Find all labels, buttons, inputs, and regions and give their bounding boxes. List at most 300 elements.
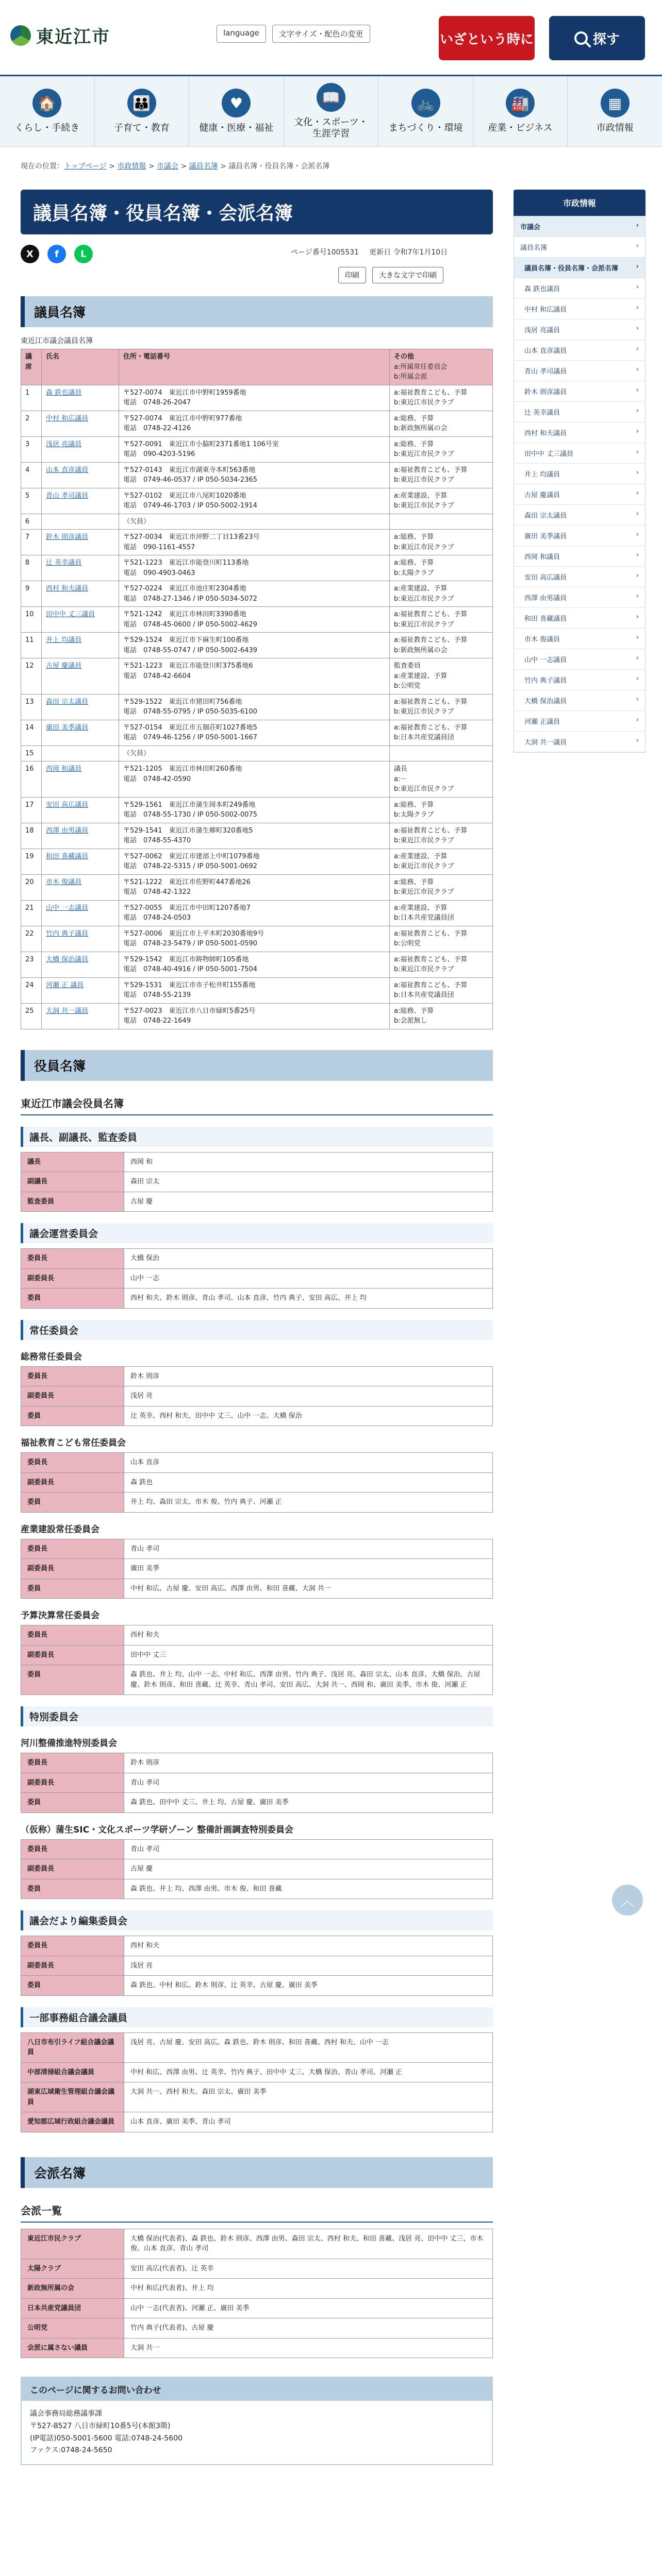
officer-group-title: 一部事務組合議会議員: [21, 2007, 493, 2027]
role-cell: 八日市布引ライフ組合議会議員: [21, 2032, 124, 2062]
table-row: [21, 1579, 493, 1599]
members-cell: 青山 孝司: [124, 1839, 493, 1859]
faction-name: 新政無所属の会: [21, 2279, 124, 2299]
members-cell: 西岡 和: [124, 1152, 493, 1172]
chevron-right-icon: ›: [636, 263, 639, 270]
members-cell: 森 鉄也、井上 均、西澤 由男、市木 俊、和田 喜藏: [124, 1879, 493, 1899]
name-cell: [42, 488, 119, 514]
member-link[interactable]: 西岡 和議員: [46, 765, 82, 773]
col-seat: 議席: [21, 349, 42, 385]
role-cell: 委員長: [21, 1366, 124, 1386]
chevron-right-icon: ›: [636, 428, 639, 435]
name-cell: [42, 694, 119, 720]
table-row: [21, 436, 493, 462]
chevron-right-icon: ›: [636, 469, 639, 477]
back-to-top-button[interactable]: [612, 1885, 643, 1916]
breadcrumb-link[interactable]: トップページ: [64, 162, 107, 171]
members-cell: 山本 直彦、廣田 美季、青山 孝司: [124, 2112, 493, 2132]
search-button[interactable]: [549, 16, 645, 60]
officers-heading: 役員名簿: [21, 1050, 493, 1081]
members-heading: 議員名簿: [21, 296, 493, 327]
gnav-item-1[interactable]: [95, 76, 190, 146]
sidebar-item-20[interactable]: [514, 629, 645, 649]
table-row: [21, 2229, 493, 2259]
breadcrumb-link[interactable]: 議員名簿: [189, 162, 218, 171]
faction-members: 大洞 共一: [124, 2338, 493, 2358]
member-link[interactable]: 安田 高広議員: [46, 801, 89, 809]
members-cell: 中村 和広、古屋 慶、安田 高広、西澤 由男、和田 喜藏、大洞 共一: [124, 1579, 493, 1599]
gnav-label: 子育て・教育: [113, 123, 170, 134]
role-cell: 委員長: [21, 1753, 124, 1773]
seat-cell: 6: [21, 514, 42, 530]
large-print-button[interactable]: 大きな文字で印刷: [372, 267, 443, 283]
seat-cell: 4: [21, 462, 42, 488]
other-cell: a:福祉教育こども、予算 b:東近江市民クラブ: [390, 385, 493, 411]
gnav-item-3[interactable]: [284, 76, 379, 146]
other-cell: a:総務、予算 b:新政無所属の会: [390, 411, 493, 436]
sidebar-item-label: 大洞 共一議員: [524, 739, 567, 747]
sidebar-item-4[interactable]: [514, 299, 645, 319]
gnav-item-4[interactable]: [378, 76, 473, 146]
breadcrumb: [21, 161, 329, 171]
seat-cell: 22: [21, 926, 42, 952]
breadcrumb-separator: >: [178, 162, 189, 171]
other-cell: [390, 745, 493, 761]
chevron-right-icon: ›: [636, 345, 639, 353]
table-row: [21, 1645, 493, 1665]
role-cell: 委員長: [21, 1539, 124, 1559]
col-address: 住所・電話番号: [119, 349, 390, 385]
table-row: [21, 2082, 493, 2112]
chevron-right-icon: ›: [636, 531, 639, 538]
site-name: 東近江市: [36, 27, 110, 47]
chevron-right-icon: ›: [636, 572, 639, 580]
members-cell: 大洞 共一、西村 和夫、森田 宗太、廣田 美季: [124, 2082, 493, 2112]
language-button[interactable]: language: [217, 25, 266, 43]
name-cell: [42, 1003, 119, 1029]
sidebar-item-11[interactable]: [514, 443, 645, 464]
gnav-icon: 🏠: [32, 89, 61, 117]
officer-group-title: 議会だより編集委員会: [21, 1910, 493, 1930]
officer-table: [21, 1625, 493, 1695]
sidebar-item-9[interactable]: [514, 402, 645, 422]
officer-group-title: 特別委員会: [21, 1706, 493, 1726]
page-id: ページ番号1005531: [291, 248, 359, 257]
committee-title: （仮称）蒲生SIC・文化スポーツ学研ゾーン 整備計画調査特別委員会: [21, 1824, 293, 1835]
breadcrumb-separator: >: [218, 162, 229, 171]
name-cell: [42, 633, 119, 658]
table-row: [21, 555, 493, 581]
table-row: [21, 488, 493, 514]
table-row: [21, 2318, 493, 2338]
sidebar-item-22[interactable]: [514, 670, 645, 690]
table-row: [21, 926, 493, 952]
table-row: [21, 1625, 493, 1646]
member-link[interactable]: 田中中 丈三議員: [46, 611, 95, 618]
table-row: [21, 530, 493, 555]
chevron-right-icon: ›: [636, 634, 639, 641]
sidebar-item-10[interactable]: [514, 422, 645, 443]
table-row: [21, 823, 493, 849]
seat-cell: 20: [21, 874, 42, 900]
name-cell: [42, 530, 119, 555]
gnav-item-0[interactable]: [0, 76, 95, 146]
table-row: [21, 745, 493, 761]
chevron-right-icon: ›: [636, 222, 639, 229]
role-cell: 副委員長: [21, 1956, 124, 1976]
committee-title: 河川整備推進特別委員会: [21, 1738, 117, 1749]
sidebar-item-label: 青山 孝司議員: [524, 368, 567, 376]
table-row: [21, 849, 493, 874]
sidebar-item-18[interactable]: [514, 587, 645, 608]
line-share-icon[interactable]: L: [74, 245, 93, 263]
gnav-icon: 🏭: [506, 89, 535, 117]
name-cell: [42, 952, 119, 977]
member-link[interactable]: 青山 孝司議員: [46, 492, 89, 500]
sidebar-item-16[interactable]: [514, 546, 645, 567]
chevron-right-icon: ›: [636, 283, 639, 291]
faction-name: 公明党: [21, 2318, 124, 2338]
chevron-right-icon: ›: [636, 716, 639, 724]
seat-cell: 17: [21, 797, 42, 823]
role-cell: 委員長: [21, 1625, 124, 1646]
other-cell: a:総務、予算 b:会派無し: [390, 1003, 493, 1029]
table-row: [21, 720, 493, 745]
gnav-label: 健康・医療・福祉: [199, 123, 274, 134]
chevron-right-icon: ›: [636, 366, 639, 374]
sidebar-item-label: 浅居 亮議員: [524, 327, 560, 334]
sidebar-item-label: 田中中 丈三議員: [524, 450, 574, 458]
member-link[interactable]: 森田 宗太議員: [46, 698, 89, 706]
table-row: [21, 2112, 493, 2132]
other-cell: a:福祉教育こども、予算 b:東近江市民クラブ: [390, 952, 493, 977]
sidebar-item-1[interactable]: [514, 237, 645, 258]
sidebar-item-8[interactable]: [514, 381, 645, 402]
site-header: [0, 0, 662, 72]
address-cell: 〒529-1542 東近江市鋳物師町105番地 電話 0748-40-4916 / IP 050-5001-7504: [119, 952, 390, 977]
role-cell: 副委員長: [21, 1645, 124, 1665]
table-row: [21, 2032, 493, 2062]
sidebar-item-label: 和田 喜藏議員: [524, 615, 567, 623]
chevron-right-icon: ›: [636, 325, 639, 332]
member-link[interactable]: 浅居 亮議員: [46, 440, 82, 448]
chevron-right-icon: ›: [636, 242, 639, 250]
committee-title: 福祉教育こども常任委員会: [21, 1438, 126, 1448]
role-cell: 委員長: [21, 1453, 124, 1473]
gnav-label: 産業・ビジネス: [488, 123, 553, 134]
other-cell: 議長 a:－ b:東近江市民クラブ: [390, 761, 493, 798]
members-cell: 西村 和夫: [124, 1625, 493, 1646]
other-cell: a:福祉教育こども、予算 b:日本共産党議員団: [390, 720, 493, 745]
name-cell: [42, 385, 119, 411]
faction-name: 会派に属さない議員: [21, 2338, 124, 2358]
member-link[interactable]: 古屋 慶議員: [46, 662, 82, 670]
member-link[interactable]: 大橋 保治議員: [46, 955, 89, 963]
other-cell: [390, 514, 493, 530]
table-row: [21, 952, 493, 977]
table-row: [21, 1559, 493, 1579]
table-row: [21, 1268, 493, 1289]
address-cell: （欠員）: [119, 514, 390, 530]
member-link[interactable]: 竹内 典子議員: [46, 929, 89, 938]
other-cell: a:福祉教育こども、予算 b:新政無所属の会: [390, 633, 493, 658]
table-row: [21, 633, 493, 658]
role-cell: 委員: [21, 1879, 124, 1899]
breadcrumb-prefix: 現在の位置：: [21, 162, 64, 171]
sidebar-item-label: 議員名簿: [520, 244, 548, 252]
name-cell: [42, 514, 119, 530]
table-row: [21, 2338, 493, 2358]
members-cell: 森 鉄也、田中中 丈三、井上 均、古屋 慶、廣田 美季: [124, 1793, 493, 1813]
contact-title: このページに関するお問い合わせ: [22, 2378, 492, 2401]
name-cell: [42, 658, 119, 694]
other-cell: a:福祉教育こども、予算 b:東近江市民クラブ: [390, 694, 493, 720]
chevron-right-icon: ›: [636, 448, 639, 456]
table-row: [21, 2062, 493, 2082]
breadcrumb-separator: >: [146, 162, 157, 171]
name-cell: [42, 581, 119, 607]
sidebar-item-label: 鈴木 則彦議員: [524, 388, 567, 396]
faction-members: 大橋 保治(代表者)、森 鉄也、鈴木 則彦、西澤 由男、森田 宗太、西村 和夫、和田 喜藏、浅居 亮、田中中 丈三、市木 俊、山本 直彦、青山 孝司: [124, 2229, 493, 2259]
address-cell: 〒521-1223 東近江市能登川町113番地 電話 090-4903-0463: [119, 555, 390, 581]
seat-cell: 16: [21, 761, 42, 798]
name-cell: [42, 462, 119, 488]
table-row: [21, 1289, 493, 1309]
table-row: [21, 1472, 493, 1493]
seat-cell: 1: [21, 385, 42, 411]
member-link[interactable]: 大洞 共一議員: [46, 1007, 89, 1015]
seat-cell: 19: [21, 849, 42, 874]
breadcrumb-link[interactable]: 市議会: [157, 162, 179, 171]
emergency-button[interactable]: いざという時に: [439, 16, 535, 60]
table-row: [21, 1366, 493, 1386]
seat-cell: 14: [21, 720, 42, 745]
member-link[interactable]: 井上 均議員: [46, 636, 82, 644]
member-link[interactable]: 中村 和広議員: [46, 414, 89, 422]
name-cell: [42, 900, 119, 926]
sidebar-item-7[interactable]: [514, 361, 645, 381]
sidebar-item-21[interactable]: [514, 649, 645, 670]
sidebar-item-2[interactable]: [514, 258, 645, 278]
table-row: [21, 977, 493, 1003]
member-link[interactable]: 和田 喜藏議員: [46, 852, 89, 860]
other-cell: a:福祉教育こども、予算 b:日本共産党議員団: [390, 977, 493, 1003]
page-title: 議員名簿・役員名簿・会派名簿: [21, 190, 493, 234]
member-link[interactable]: 森 鉄也議員: [46, 388, 82, 397]
gnav-label: 文化・スポーツ・ 生涯学習: [294, 117, 368, 139]
officer-table: [21, 1753, 493, 1813]
seat-cell: 12: [21, 658, 42, 694]
sidebar-item-23[interactable]: [514, 690, 645, 711]
table-row: [21, 1936, 493, 1956]
chevron-right-icon: ›: [636, 304, 639, 312]
address-cell: 〒529-1522 東近江市猪田町756番地 電話 0748-55-0795 / IP 050-5035-6100: [119, 694, 390, 720]
address-cell: 〒527-0062 東近江市建部上中町1079番地 電話 0748-22-5315 / IP 050-5001-0692: [119, 849, 390, 874]
seat-cell: 5: [21, 488, 42, 514]
site-logo[interactable]: [10, 23, 110, 48]
member-link[interactable]: 廣田 美季議員: [46, 723, 89, 732]
breadcrumb-separator: >: [106, 162, 118, 171]
address-cell: 〒529-1524 東近江市下麻生町100番地 電話 0748-55-0747 / IP 050-5002-6439: [119, 633, 390, 658]
sidebar-item-label: 廣田 美季議員: [524, 533, 567, 540]
name-cell: [42, 411, 119, 436]
text-size-button[interactable]: 文字サイズ・配色の変更: [272, 25, 370, 43]
table-row: [21, 2259, 493, 2279]
other-cell: a:総務、予算 b:太陽クラブ: [390, 555, 493, 581]
sidebar: [514, 190, 646, 753]
faction-members: 中村 和広(代表者)、井上 均: [124, 2279, 493, 2299]
members-cell: 井上 均、森田 宗太、市木 俊、竹内 典子、河瀬 正: [124, 1493, 493, 1513]
role-cell: 湖東広域衛生管理組合議会議員: [21, 2082, 124, 2112]
member-link[interactable]: 西澤 由男議員: [46, 826, 89, 835]
role-cell: 愛知郡広域行政組合議会議員: [21, 2112, 124, 2132]
address-cell: 〒521-1223 東近江市能登川町375番地6 電話 0748-42-6604: [119, 658, 390, 694]
role-cell: 委員: [21, 1976, 124, 1996]
sidebar-item-label: 井上 均議員: [524, 471, 560, 479]
sidebar-item-0[interactable]: [514, 216, 645, 237]
sidebar-item-label: 山本 直彦議員: [524, 347, 567, 355]
members-cell: 古屋 慶: [124, 1192, 493, 1212]
chevron-right-icon: ›: [636, 613, 639, 621]
sidebar-item-15[interactable]: [514, 526, 645, 546]
other-cell: a:総務、予算 b:東近江市民クラブ: [390, 874, 493, 900]
officer-group-title: 常任委員会: [21, 1320, 493, 1340]
sidebar-item-6[interactable]: [514, 340, 645, 361]
role-cell: 委員長: [21, 1249, 124, 1269]
member-link[interactable]: 西村 和夫議員: [46, 585, 89, 592]
sidebar-item-24[interactable]: [514, 711, 645, 732]
chevron-up-icon: ︿: [620, 1892, 635, 1909]
member-link[interactable]: 山中 一志議員: [46, 904, 89, 912]
sidebar-item-5[interactable]: [514, 319, 645, 340]
chevron-right-icon: ›: [636, 551, 639, 559]
seat-cell: 2: [21, 411, 42, 436]
print-button[interactable]: 印刷: [338, 267, 366, 283]
address-cell: 〒527-0224 東近江市池庄町2304番地 電話 0748-27-1346 / IP 050-5034-5072: [119, 581, 390, 607]
name-cell: [42, 745, 119, 761]
sidebar-item-label: 市議会: [520, 224, 541, 231]
sidebar-item-19[interactable]: [514, 608, 645, 629]
gnav-icon: ♥: [222, 89, 251, 117]
other-cell: a:福祉教育こども、予算 b:東近江市民クラブ: [390, 462, 493, 488]
table-row: [21, 658, 493, 694]
chevron-right-icon: ›: [636, 407, 639, 415]
table-row: [21, 1406, 493, 1426]
sidebar-item-label: 古屋 慶議員: [524, 492, 560, 499]
breadcrumb-link[interactable]: 市政情報: [117, 162, 146, 171]
gnav-icon: 📖: [317, 83, 345, 112]
table-row: [21, 797, 493, 823]
gnav-item-6[interactable]: [568, 76, 662, 146]
members-cell: 鈴木 則彦: [124, 1753, 493, 1773]
x-share-icon[interactable]: X: [21, 245, 39, 263]
sidebar-item-label: 議員名簿・役員名簿・会派名簿: [524, 265, 619, 273]
role-cell: 副委員長: [21, 1859, 124, 1879]
sidebar-item-13[interactable]: [514, 484, 645, 505]
sidebar-item-label: 山中 一志議員: [524, 656, 567, 664]
other-cell: 監査委員 a:産業建設、予算 b:公明党: [390, 658, 493, 694]
members-cell: 田中中 丈三: [124, 1645, 493, 1665]
sidebar-item-17[interactable]: [514, 567, 645, 587]
table-row: [21, 1249, 493, 1269]
member-link[interactable]: 河瀬 正 議員: [46, 981, 84, 989]
name-cell: [42, 977, 119, 1003]
members-cell: 浅居 亮、古屋 慶、安田 高広、森 鉄也、鈴木 則彦、和田 喜藏、西村 和夫、山中 一志: [124, 2032, 493, 2062]
address-cell: 〒527-0023 東近江市八日市緑町5番25号 電話 0748-22-1649: [119, 1003, 390, 1029]
other-cell: a:総務、予算 b:東近江市民クラブ: [390, 530, 493, 555]
updated-date: 更新日 令和7年1月10日: [369, 248, 448, 257]
table-row: [21, 1172, 493, 1192]
member-link[interactable]: 山本 直彦議員: [46, 466, 89, 474]
address-cell: 〒527-0006 東近江市上平木町2030番地9号 電話 0748-23-5479 / IP 050-5001-0590: [119, 926, 390, 952]
name-cell: [42, 849, 119, 874]
officer-table: [21, 1452, 493, 1513]
sidebar-item-3[interactable]: [514, 278, 645, 299]
members-cell: 山本 直彦: [124, 1453, 493, 1473]
chevron-right-icon: ›: [636, 654, 639, 662]
table-row: [21, 2279, 493, 2299]
committee-title: 産業建設常任委員会: [21, 1524, 100, 1535]
committee-title: 予算決算常任委員会: [21, 1611, 100, 1621]
gnav-item-2[interactable]: [189, 76, 284, 146]
sidebar-title: 市政情報: [514, 190, 646, 216]
members-cell: 山中 一志: [124, 1268, 493, 1289]
officer-table: [21, 1936, 493, 1996]
role-cell: 副委員長: [21, 1773, 124, 1793]
table-row: [21, 1386, 493, 1406]
role-cell: 委員: [21, 1493, 124, 1513]
other-cell: a:産業建設、予算 b:東近江市民クラブ: [390, 488, 493, 514]
table-row: [21, 411, 493, 436]
member-link[interactable]: 鈴木 則彦議員: [46, 533, 89, 541]
table-row: [21, 385, 493, 411]
role-cell: 中部清掃組合議会議員: [21, 2062, 124, 2082]
seat-cell: 23: [21, 952, 42, 977]
role-cell: 副委員長: [21, 1559, 124, 1579]
sidebar-item-label: 西澤 由男議員: [524, 595, 567, 602]
member-link[interactable]: 市木 俊議員: [46, 878, 82, 886]
contact-box: [21, 2377, 493, 2465]
members-cell: 鈴木 則彦: [124, 1366, 493, 1386]
gnav-item-5[interactable]: [473, 76, 568, 146]
members-cell: 大橋 保治: [124, 1249, 493, 1269]
chevron-right-icon: ›: [636, 510, 639, 518]
facebook-share-icon[interactable]: f: [47, 245, 66, 263]
table-row: [21, 1453, 493, 1473]
sidebar-item-14[interactable]: [514, 505, 645, 526]
col-name: 氏名: [42, 349, 119, 385]
officers-subheading: 東近江市議会役員名簿: [21, 1095, 493, 1115]
members-cell: 辻 英幸、西村 和夫、田中中 丈三、山中 一志、大橋 保治: [124, 1406, 493, 1426]
name-cell: [42, 761, 119, 798]
faction-name: 太陽クラブ: [21, 2259, 124, 2279]
member-link[interactable]: 辻 英幸議員: [46, 559, 82, 567]
role-cell: 副委員長: [21, 1268, 124, 1289]
role-cell: 議長: [21, 1152, 124, 1172]
table-row: [21, 462, 493, 488]
address-cell: 〒521-1222 東近江市佐野町447番地26 電話 0748-42-1322: [119, 874, 390, 900]
sidebar-item-12[interactable]: [514, 464, 645, 484]
role-cell: 委員: [21, 1579, 124, 1599]
table-row: [21, 694, 493, 720]
seat-cell: 24: [21, 977, 42, 1003]
officer-group-title: 議会運営委員会: [21, 1223, 493, 1243]
name-cell: [42, 926, 119, 952]
seat-cell: 9: [21, 581, 42, 607]
seat-cell: 8: [21, 555, 42, 581]
factions-table: [21, 2229, 493, 2359]
sidebar-item-25[interactable]: [514, 732, 645, 752]
